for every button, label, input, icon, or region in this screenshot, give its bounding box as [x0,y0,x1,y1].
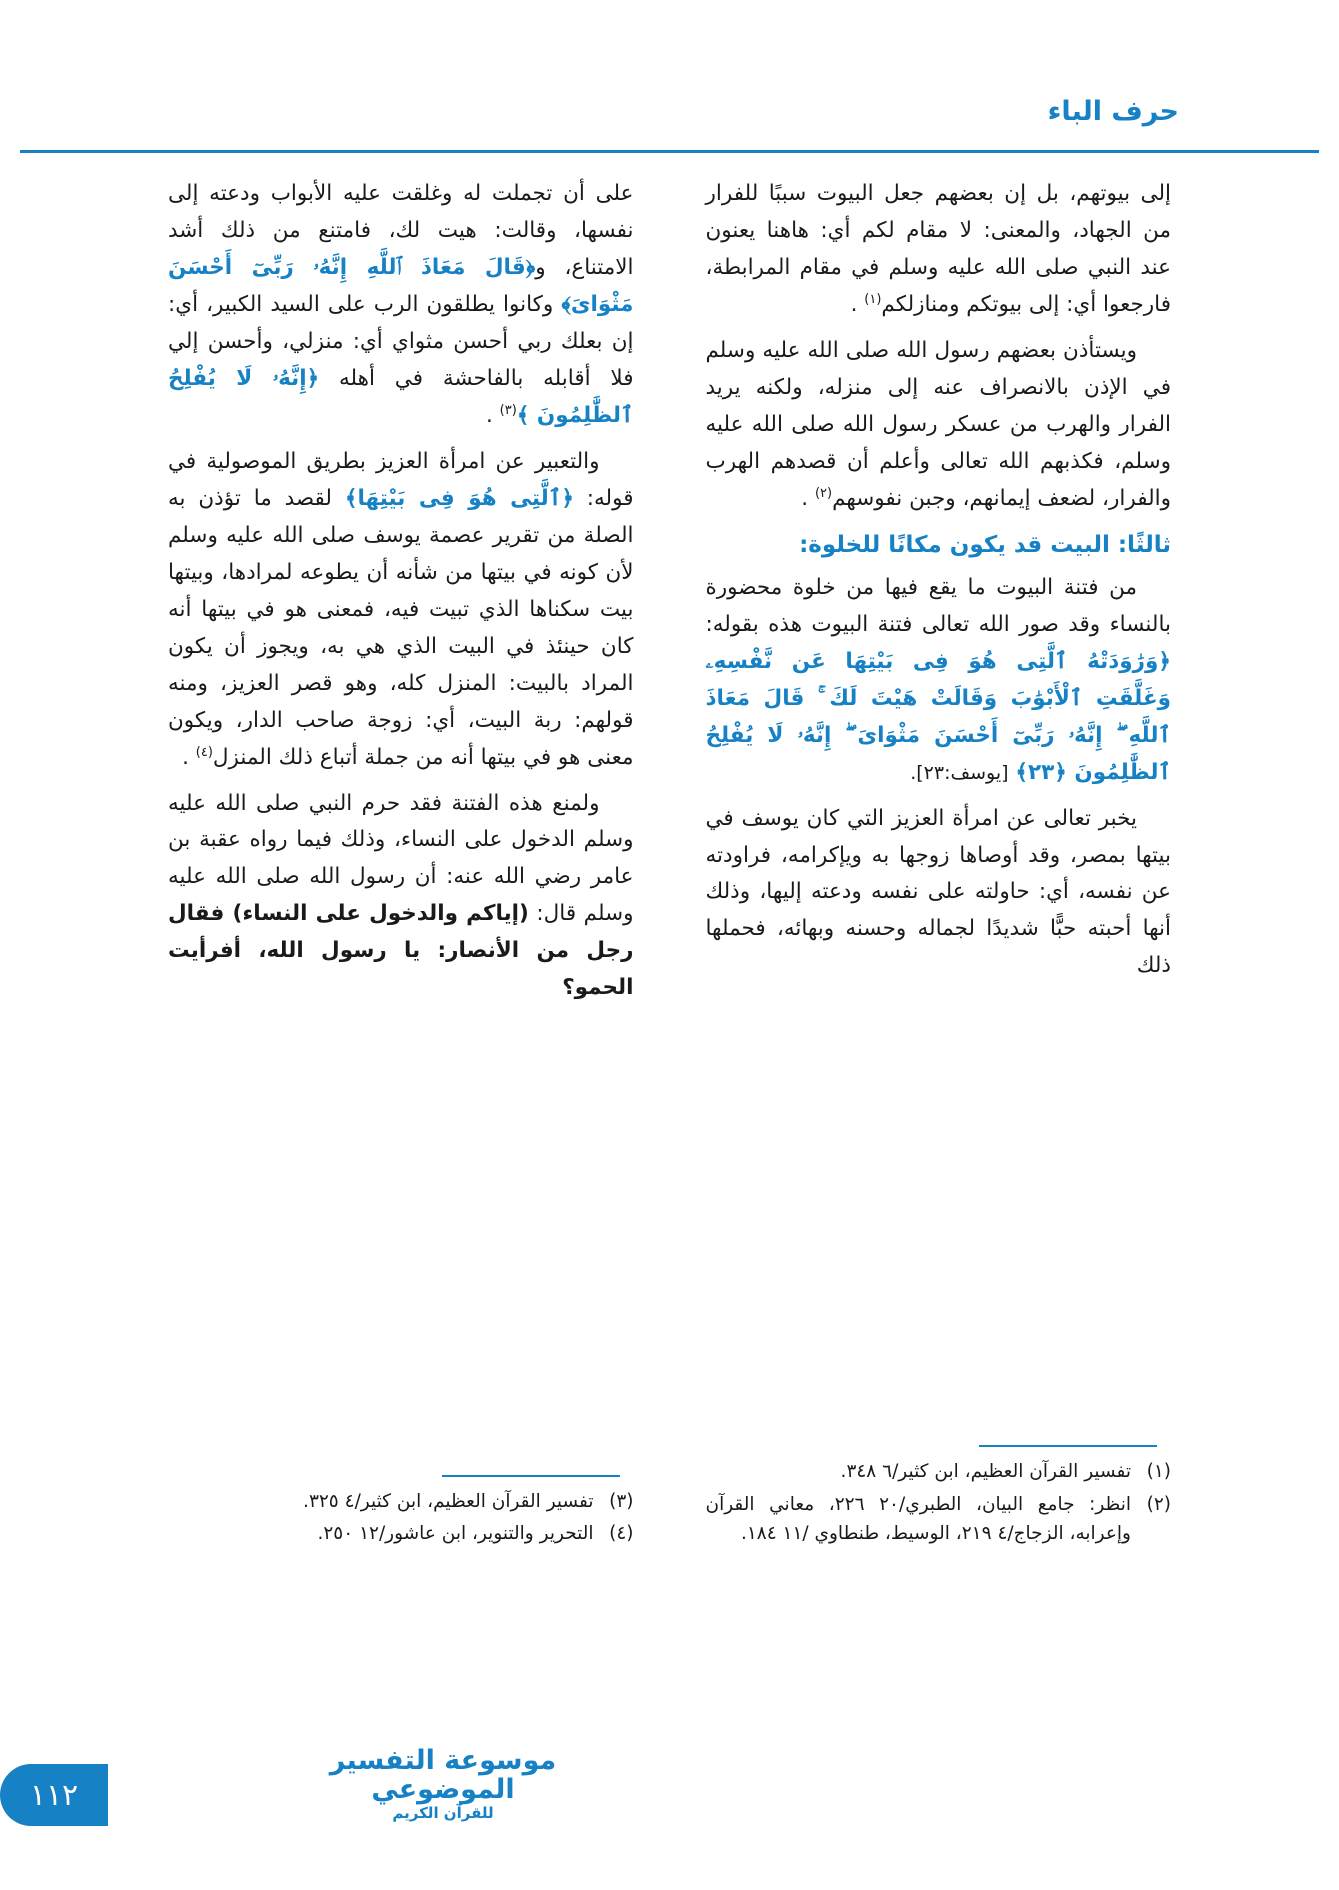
paragraph-text: على أن تجملت له وغلقت عليه الأبواب ودعته إلى نفسها، وقالت: هيت لك، فامتنع من ذلك أشد الامتناع، و [168,181,634,280]
footnote-number: (٢) [1146,1493,1171,1515]
header-divider [20,150,1319,153]
paragraph-text: من فتنة البيوت ما يقع فيها من خلوة محضورة بالنساء وقد صور الله تعالى فتنة البيوت هذه بقوله: [705,574,1171,637]
page-header [160,96,1179,158]
quran-quote: ﴿ٱلَّتِى هُوَ فِى بَيْتِهَا﴾ [344,485,574,511]
page-number: ١١٢ [0,1764,108,1826]
ayah-reference: [يوسف:٢٣]. [910,761,1009,784]
paragraph: يخبر تعالى عن امرأة العزيز التي كان يوسف في بيتها بمصر، وقد أوصاها زوجها به ويإكرامه، فراودته عن نفسه، أي: حاولته على نفسه ودعته إليها، وذلك أنها أحبته حبًّا شديدًا لجماله وحسنه وبهائه، فحملها ذلك [705,805,1171,979]
paragraph [168,176,634,435]
column-right [706,176,1172,1556]
section-subheading: ثالثًا: البيت قد يكون مكانًا للخلوة: [799,531,1171,558]
footnote-text: انظر: جامع البيان، الطبري/٢٠ ٢٢٦، معاني القرآن وإعرابه، الزجاج/٤ ٢١٩، الوسيط، طنطاوي /١١ ١٨٤. [705,1493,1132,1545]
paragraph [706,570,1172,792]
footnotes-right [706,1445,1172,1552]
paragraph-text: والتعبير عن امرأة العزيز بطريق الموصولية في قوله: [168,448,634,511]
paragraph-text: . [485,402,500,428]
two-column-body [168,176,1171,1556]
paragraph-text: ولمنع هذه الفتنة فقد حرم النبي صلى الله عليه وسلم الدخول على النساء، وذلك فيما رواه عقبة بن عامر رضي الله عنه: أن رسول الله صلى الله عليه وسلم قال: [168,790,634,927]
paragraph-text: ويستأذن بعضهم رسول الله صلى الله عليه وسلم في الإذن بالانصراف عنه إلى منزله، ولكنه يريد الفرار والهرب من عسكر رسول الله صلى الله عليه وسلم، فكذبهم الله تعالى وأعلم أن قصدهم الهرب والفرار، لضعف إيمانهم، وجبن نفوسهم [705,337,1171,511]
quran-quote: ﴿قَالَ مَعَاذَ ٱللَّهِ إِنَّهُۥ رَبِّىٓ أَحْسَنَ مَثْوَاىَ﴾ [168,254,634,317]
paragraph: ويستأذن بعضهم رسول الله صلى الله عليه وسلم في الإذن بالانصراف عنه إلى منزله، ولكنه يريد الفرار والهرب من عسكر رسول الله صلى الله عليه وسلم، فكذبهم الله تعالى وأعلم أن قصدهم الهرب والفرار، لضعف إيمانهم، وجبن نفوسهم$^{(٢)}$ . [705,337,1171,511]
footnote-marker: (٤) [195,744,213,760]
logo-sub-text: للقرآن الكريم [392,1804,494,1822]
header-title: حرف الباء [1047,96,1179,127]
paragraph: إلى بيوتهم، بل إن بعضهم جعل البيوت سببًا للفرار من الجهاد، والمعنى: لا مقام لكم أي: هاهنا يعنون عند النبي صلى الله عليه وسلم في مقام المرابطة، فارجعوا أي: إلى بيوتكم ومنازلكم$^{(١)}$ . [705,181,1171,317]
footnote-number: (٤) [609,1523,634,1545]
publisher-logo [318,1747,568,1822]
paragraph [168,786,634,1008]
quran-quote: ﴿إِنَّهُۥ لَا يُفْلِحُ ٱلظَّٰلِمُونَ ﴾ [168,365,634,428]
footnote-text: تفسير القرآن العظيم، ابن كثير/٤ ٣٢٥. [303,1490,594,1512]
footnote [168,1519,634,1549]
footnote-divider [442,1475,620,1477]
logo-main-text: موسوعة التفسير الموضوعي [329,1745,557,1805]
footnote-marker: (٢) [814,485,833,501]
page-footer [0,1742,1339,1838]
footnote-divider [979,1445,1157,1447]
quran-quote: ﴿وَرَٰوَدَتْهُ ٱلَّتِى هُوَ فِى بَيْتِهَا عَن نَّفْسِهِۦ وَغَلَّقَتِ ٱلْأَبْوَٰبَ وَقَالَتْ هَيْتَ لَكَ ۚ قَالَ مَعَاذَ ٱللَّهِ ۖ إِنَّهُۥ رَبِّىٓ أَحْسَنَ مَثْوَاىَ ۖ إِنَّهُۥ لَا يُفْلِحُ ٱلظَّٰلِمُونَ ﴿٢٣﴾ [705,648,1171,785]
footnote [168,1487,634,1517]
paragraph-text: إلى بيوتهم، بل إن بعضهم جعل البيوت سببًا للفرار من الجهاد، والمعنى: لا مقام لكم أي: هاهنا يعنون عند النبي صلى الله عليه وسلم في مقام المرابطة، فارجعوا أي: إلى بيوتكم ومنازلكم [705,181,1171,317]
footnote-text: التحرير والتنوير، ابن عاشور/١٢ ٢٥٠. [317,1523,594,1545]
paragraph [168,444,634,777]
paragraph-text: وكانوا يطلقون الرب على السيد الكبير، أي: إن بعلك ربي أحسن مثواي أي: منزلي، وأحسن إلي فلا أقابله بالفاحشة في أهله [168,291,634,391]
footnote-marker: (١) [864,291,882,307]
footnotes-left [168,1475,634,1552]
footnote-text: تفسير القرآن العظيم، ابن كثير/٦ ٣٤٨. [840,1461,1131,1483]
footnote-marker: (٣) [499,402,517,418]
footnote-number: (٣) [609,1490,634,1512]
paragraph-text: لقصد ما تؤذن به الصلة من تقرير عصمة يوسف صلى الله عليه وسلم لأن كونه في بيتها من شأنه أن يطوعه لمرادها، وبيتها بيت سكناها الذي تبيت فيه، فمعنى هو في بيتها أنه كان حينئذ في البيت الذي هي به، ويجوز أن يكون المراد بالبيت: المنزل كله، وهو قصر العزيز، ومنه قولهم: ربة البيت، أي: زوجة صاحب الدار، ويكون معنى هو في بيتها أنه من جملة أتباع ذلك المنزل [168,485,634,770]
paragraph-text: . [182,744,196,770]
hadith-text: (إياكم والدخول على النساء) فقال رجل من الأنصار: يا رسول الله، أفرأيت الحمو؟ [168,901,634,1001]
footnote-number: (١) [1146,1461,1171,1483]
footnote [706,1490,1172,1549]
column-left [168,176,634,1556]
footnote [706,1457,1172,1487]
